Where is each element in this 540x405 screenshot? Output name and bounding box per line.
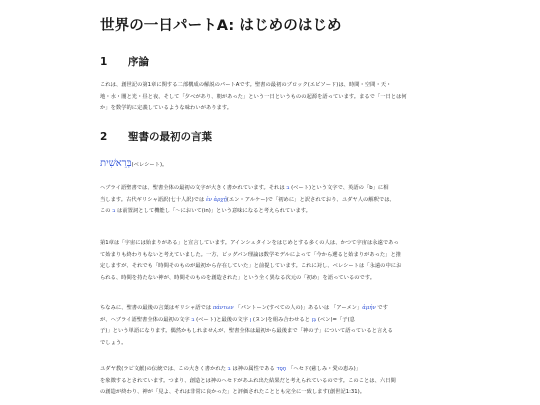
section-heading-first-words bbox=[100, 129, 212, 144]
paragraph-line: を象徴するとされています。つまり、創造とは神のヘセドがあふれ出た結果だと考えられているのです。このことは、六日間 bbox=[100, 377, 396, 384]
section-title: 聖書の最初の言葉 bbox=[128, 131, 212, 143]
hebrew-word-hesed: חֶסֶד bbox=[276, 366, 287, 372]
hebrew-word-line bbox=[100, 158, 472, 172]
hebrew-letter-bet: ב bbox=[112, 208, 116, 215]
text-run: (ヌン)を組み合わせると bbox=[252, 316, 310, 323]
text-run: 当します。古代ギリシャ語訳(七十人訳)では bbox=[100, 196, 205, 203]
hebrew-letter-bet: ב bbox=[191, 316, 195, 323]
paragraph-hesed bbox=[100, 364, 472, 399]
text-run: ユダヤ教(ラビ文献)の伝統では、この大きく書かれた bbox=[100, 366, 226, 372]
text-run: この bbox=[100, 208, 111, 215]
section-number: 1 bbox=[100, 56, 108, 68]
text-run: ちなみに、聖書の最後の言葉はギリシャ語では bbox=[100, 305, 212, 311]
paragraph-line: 地・水・闇と光・昼と夜、そして「夕べがあり、朝があった」という一日というものの起源を語っています。まるで「一日とは何 bbox=[100, 93, 407, 100]
paragraph-line: て始まりも終わりもないと考えていました。一方、ビッグバン理論は数学モデルによって「今から遡ると始まりがあった」と推 bbox=[100, 251, 402, 258]
section-title: 序論 bbox=[128, 56, 149, 68]
greek-en-arche: ἐν ἀρχῇ bbox=[205, 196, 227, 203]
paragraph-line: られる、時間を持たない神が、時間そのものを創造された」という全く異なる次元の「初め」を語っているのです。 bbox=[100, 274, 376, 281]
page-title: 世界の一日パートA: はじめのはじめ bbox=[100, 18, 342, 34]
text-run: 「ヘセド(慈しみ・愛の恵み)」 bbox=[287, 366, 361, 372]
paragraph-line: 第1章は「宇宙には始まりがある」と宣言しています。アインシュタインをはじめとする多くの人は、かつて宇宙は永遠であっ bbox=[100, 240, 399, 246]
hebrew-letter-bet: ב bbox=[227, 366, 231, 372]
paragraph-line: 子)」という単語になります。偶然かもしれませんが、聖書全体は最初から最後まで「神の子」について語っていると言える bbox=[100, 328, 393, 335]
text-run: は前置詞として機能し「〜において(in)」という意味になると考えられています。 bbox=[117, 208, 311, 215]
greek-panton: πάντων bbox=[212, 305, 234, 311]
hebrew-word: בְּרֵאשִׁית bbox=[100, 158, 132, 169]
paragraph-line: の創造が終わり、神が「見よ、それは非常に良かった」と評価されたこととも完全に一致します(創世記1:31)。 bbox=[100, 389, 365, 396]
hebrew-word-ben: בֵּן bbox=[311, 316, 317, 323]
text-run: は神の属性である bbox=[232, 366, 275, 372]
hebrew-gloss: (ベレシート)。 bbox=[131, 162, 168, 168]
section-heading-intro bbox=[100, 54, 149, 69]
text-run: が、ヘブライ語聖書全体の最初の文字 bbox=[100, 316, 190, 323]
text-run: 「パントーン(すべての人の)」あるいは 「アーメン」 bbox=[235, 305, 363, 311]
text-run: (ベート)という文字で、英語の「b」に相 bbox=[291, 185, 389, 191]
text-run: ヘブライ語聖書では、聖書全体の最初の文字が大きく書かれています。それは bbox=[100, 185, 285, 191]
paragraph-line: これは、創世記の第1章に関する二部構成の解説のパートAです。聖書の最初のブロック(エピソード)は、時間・空間・天・ bbox=[100, 82, 392, 88]
text-run: (ベン)=「子(息 bbox=[317, 316, 355, 323]
text-run: (エン・アルケー)で「初めに」と訳されており、ユダヤ人の解釈では、 bbox=[226, 196, 395, 203]
paragraph-beginning bbox=[100, 238, 472, 284]
paragraph-line: 定しますが、それでも「時間そのものが最初から存在していた」と前提しています。これに対し、ベレシートは「永遠の中にお bbox=[100, 263, 402, 270]
hebrew-letter-nun: ן bbox=[249, 316, 252, 323]
text-run: (ベート)と最後の文字 bbox=[196, 316, 248, 323]
paragraph-first-letter bbox=[100, 183, 472, 218]
hebrew-letter-bet: ב bbox=[286, 185, 290, 191]
text-run: です bbox=[377, 305, 388, 311]
section-number: 2 bbox=[100, 131, 108, 143]
intro-paragraph bbox=[100, 80, 472, 115]
paragraph-line: か」を数学的に定義しているような味わいがあります。 bbox=[100, 105, 232, 112]
greek-amen: ἀμήν bbox=[362, 305, 376, 311]
paragraph-last-words bbox=[100, 303, 472, 349]
paragraph-line: でしょう。 bbox=[100, 339, 127, 346]
